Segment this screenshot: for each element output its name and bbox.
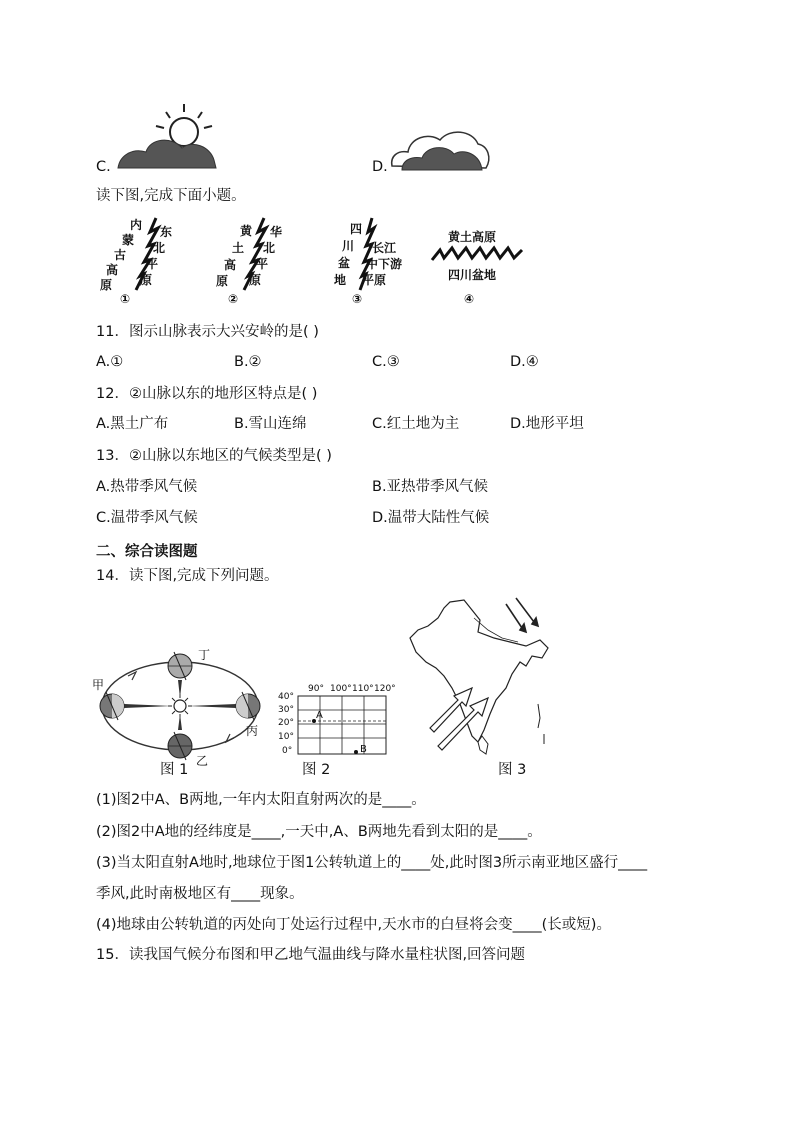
intro-text: 读下图,完成下面小题。 <box>96 188 246 204</box>
p1-left-5: 原 <box>100 278 113 292</box>
earth-ding-icon <box>168 652 192 680</box>
option-d-letter: D. <box>372 159 388 175</box>
q14-stem: 14．读下图,完成下列问题。 <box>96 568 279 584</box>
option-c-letter: C. <box>96 159 111 175</box>
p1-right-4: 原 <box>140 273 153 287</box>
p1-left-1: 内 <box>130 218 143 232</box>
q11-option-a[interactable]: A.① <box>96 354 124 370</box>
point-b <box>354 750 358 754</box>
p2-right-3: 平 <box>256 257 269 271</box>
q13-option-a[interactable]: A.热带季风气候 <box>96 479 198 495</box>
fig1-label-ding: 丁 <box>198 648 211 662</box>
lon-tick-90: 90° <box>308 684 324 694</box>
fig3-caption: 图 3 <box>498 762 527 778</box>
p2-right-4: 原 <box>249 273 262 287</box>
p2-right-2: 北 <box>263 241 276 255</box>
q15-stem: 15．读我国气候分布图和甲乙地气温曲线与降水量柱状图,回答问题 <box>96 947 526 963</box>
q11-option-c[interactable]: C.③ <box>372 354 400 370</box>
q12-option-d[interactable]: D.地形平坦 <box>510 416 584 432</box>
lon-tick-110: 110° <box>352 684 374 694</box>
q14-sub3a: (3)当太阳直射A地时,地球位于图1公转轨道上的____处,此时图3所示南亚地区盛行____ <box>96 855 648 871</box>
q13-stem: 13．②山脉以东地区的气候类型是( ) <box>96 448 332 464</box>
mountain-range-1-icon <box>120 216 164 292</box>
fig2-caption: 图 2 <box>302 762 331 778</box>
p3-left-3: 盆 <box>338 256 351 270</box>
lat-tick-40: 40° <box>278 692 294 702</box>
p3-right-1: 长江 <box>372 241 397 255</box>
earth-yi-icon <box>168 732 192 760</box>
q14-sub1: (1)图2中A、B两地,一年内太阳直射两次的是____。 <box>96 792 426 808</box>
lat-tick-30: 30° <box>278 705 294 715</box>
fig1-label-jia: 甲 <box>92 678 105 692</box>
point-a-label: A <box>316 710 323 721</box>
p2-left-1: 黄 <box>240 224 253 238</box>
p4-top: 黄土高原 <box>448 230 497 244</box>
mountain-figure <box>100 214 540 310</box>
p4-num: ④ <box>464 292 475 306</box>
q11-option-b[interactable]: B.② <box>234 354 262 370</box>
p1-num: ① <box>120 292 131 306</box>
lat-tick-0: 0° <box>282 746 293 756</box>
mountain-range-4-icon <box>430 244 524 264</box>
q14-sub4: (4)地球由公转轨道的丙处向丁处运行过程中,天水市的白昼将会变____(长或短)。 <box>96 917 611 933</box>
p1-right-1: 东 <box>160 225 173 239</box>
grid-lines <box>298 696 388 756</box>
q12-option-a[interactable]: A.黑土广布 <box>96 416 169 432</box>
p1-right-2: 北 <box>153 241 166 255</box>
double-cloud-icon <box>388 126 492 174</box>
p3-left-4: 地 <box>334 273 347 287</box>
lon-tick-120: 120° <box>374 684 396 694</box>
q12-option-c[interactable]: C.红土地为主 <box>372 416 460 432</box>
q11-stem: 11．图示山脉表示大兴安岭的是( ) <box>96 324 319 340</box>
p3-right-2: 中下游 <box>366 257 403 271</box>
p3-right-3: 平原 <box>362 273 387 287</box>
fig1-label-bing: 丙 <box>246 724 259 738</box>
p3-left-1: 四 <box>350 222 363 236</box>
p1-left-3: 古 <box>114 248 127 262</box>
sun-cloud-icon <box>112 98 222 172</box>
lon-tick-100: 100° <box>330 684 352 694</box>
p2-right-1: 华 <box>270 225 283 239</box>
q13-option-c[interactable]: C.温带季风气候 <box>96 510 198 526</box>
mountain-range-2-icon <box>230 216 274 292</box>
p1-left-2: 蒙 <box>122 233 135 247</box>
p3-left-2: 川 <box>342 239 355 253</box>
p2-num: ② <box>228 292 239 306</box>
q11-option-d[interactable]: D.④ <box>510 354 539 370</box>
q12-stem: 12．②山脉以东的地形区特点是( ) <box>96 386 318 402</box>
q12-option-b[interactable]: B.雪山连绵 <box>234 416 307 432</box>
q14-sub2: (2)图2中A地的经纬度是____,一天中,A、B两地先看到太阳的是____。 <box>96 824 542 840</box>
p2-left-2: 土 <box>232 241 245 255</box>
p4-bottom: 四川盆地 <box>448 268 497 282</box>
q13-option-d[interactable]: D.温带大陆性气候 <box>372 510 490 526</box>
lat-lon-grid <box>278 684 396 776</box>
p3-num: ③ <box>352 292 363 306</box>
fig1-label-yi: 乙 <box>196 754 209 768</box>
fig1-caption: 图 1 <box>160 762 189 778</box>
q14-sub3b: 季风,此时南极地区有____现象。 <box>96 886 304 902</box>
lat-tick-20: 20° <box>278 718 294 728</box>
p1-right-3: 平 <box>146 257 159 271</box>
point-b-label: B <box>360 744 367 755</box>
lat-tick-10: 10° <box>278 732 294 742</box>
p2-left-4: 原 <box>216 274 229 288</box>
south-asia-map <box>402 596 556 758</box>
section-heading: 二、综合读图题 <box>96 544 198 560</box>
p1-left-4: 高 <box>106 263 119 277</box>
mountain-range-3-icon <box>346 216 382 292</box>
p2-left-3: 高 <box>224 258 237 272</box>
q13-option-b[interactable]: B.亚热带季风气候 <box>372 479 489 495</box>
